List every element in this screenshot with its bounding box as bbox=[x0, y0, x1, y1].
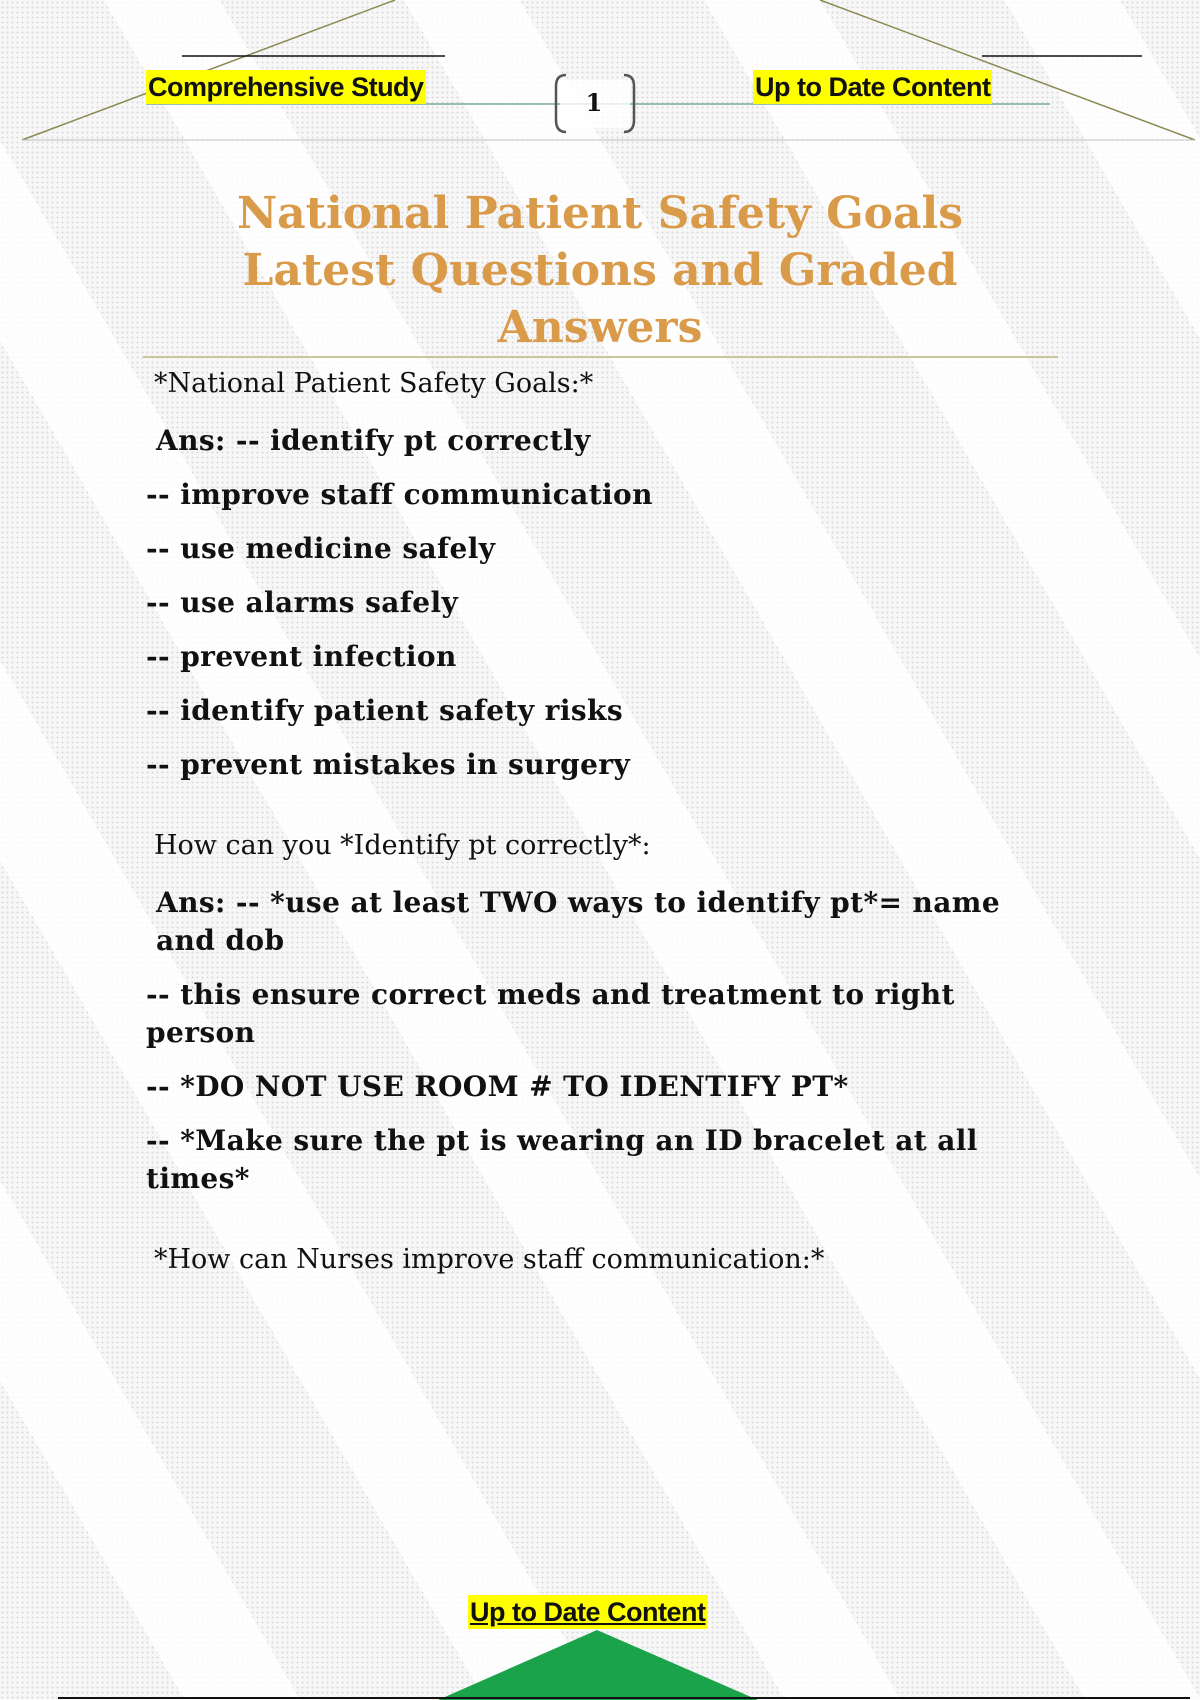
answer-item: -- use medicine safely bbox=[146, 532, 496, 565]
answer-item: -- improve staff communication bbox=[146, 478, 653, 511]
question-staff-communication: *How can Nurses improve staff communication:* bbox=[154, 1244, 825, 1275]
footer-label: Up to Date Content bbox=[470, 1597, 706, 1627]
title-line: Answers bbox=[497, 302, 703, 353]
answer-item: -- *Make sure the pt is wearing an ID bracelet at all times* bbox=[146, 1124, 978, 1195]
document-title bbox=[140, 185, 1060, 356]
title-line: National Patient Safety Goals bbox=[236, 188, 964, 239]
answer-item: -- this ensure correct meds and treatment to right person bbox=[146, 978, 955, 1049]
footer-green-triangle bbox=[438, 1630, 758, 1700]
answer-item: -- identify patient safety risks bbox=[146, 694, 623, 727]
document-body bbox=[146, 362, 1066, 1282]
header-right-label: Up to Date Content bbox=[755, 72, 991, 102]
answer-item: -- prevent mistakes in surgery bbox=[146, 748, 631, 781]
question-identify-pt: How can you *Identify pt correctly*: bbox=[154, 830, 651, 861]
answer-item: -- *DO NOT USE ROOM # TO IDENTIFY PT* bbox=[146, 1070, 849, 1103]
answer-item: -- prevent infection bbox=[146, 640, 457, 673]
page-number: 1 bbox=[585, 88, 603, 117]
question-safety-goals: *National Patient Safety Goals:* bbox=[154, 368, 594, 399]
title-divider bbox=[143, 356, 1058, 358]
header-left-label: Comprehensive Study bbox=[148, 72, 424, 102]
answer-item: -- use alarms safely bbox=[146, 586, 459, 619]
answer-item: Ans: -- *use at least TWO ways to identify pt*= name and dob bbox=[156, 886, 1001, 957]
title-line: Latest Questions and Graded bbox=[242, 245, 958, 296]
answer-item: Ans: -- identify pt correctly bbox=[156, 424, 591, 457]
